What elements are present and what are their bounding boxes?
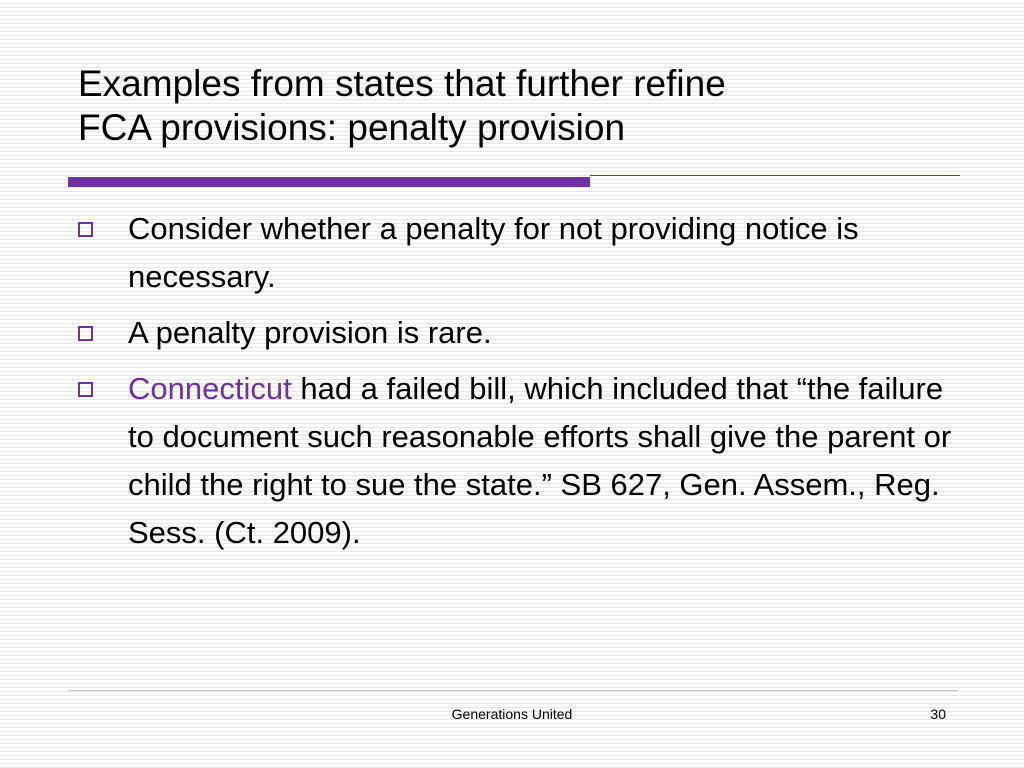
bullet-highlight-state: Connecticut: [128, 371, 292, 406]
title-underline-accent: [68, 177, 590, 187]
square-bullet-icon: [78, 326, 93, 341]
bullet-item: [78, 205, 958, 301]
footer-divider: [68, 690, 958, 691]
bullet-text: had a failed bill, which included that “the failure to document such reasonable efforts shall give the parent or child the right to sue the state.” SB 627, Gen. Assem., Reg. Sess. (Ct. 2009).: [128, 371, 952, 550]
bullet-item: [78, 365, 958, 557]
bullet-item: [78, 309, 958, 357]
bullet-text: Consider whether a penalty for not providing notice is necessary.: [128, 211, 859, 294]
slide-title: [78, 62, 958, 150]
title-underline-thin: [590, 175, 960, 176]
bullet-text: A penalty provision is rare.: [128, 315, 492, 350]
footer-organization: Generations United: [451, 706, 573, 722]
bullet-list: [78, 205, 958, 565]
square-bullet-icon: [78, 222, 93, 237]
square-bullet-icon: [78, 382, 93, 397]
page-number: 30: [930, 706, 946, 722]
slide-title-line-1: Examples from states that further refine: [78, 63, 726, 104]
slide-title-line-2: FCA provisions: penalty provision: [78, 107, 626, 148]
